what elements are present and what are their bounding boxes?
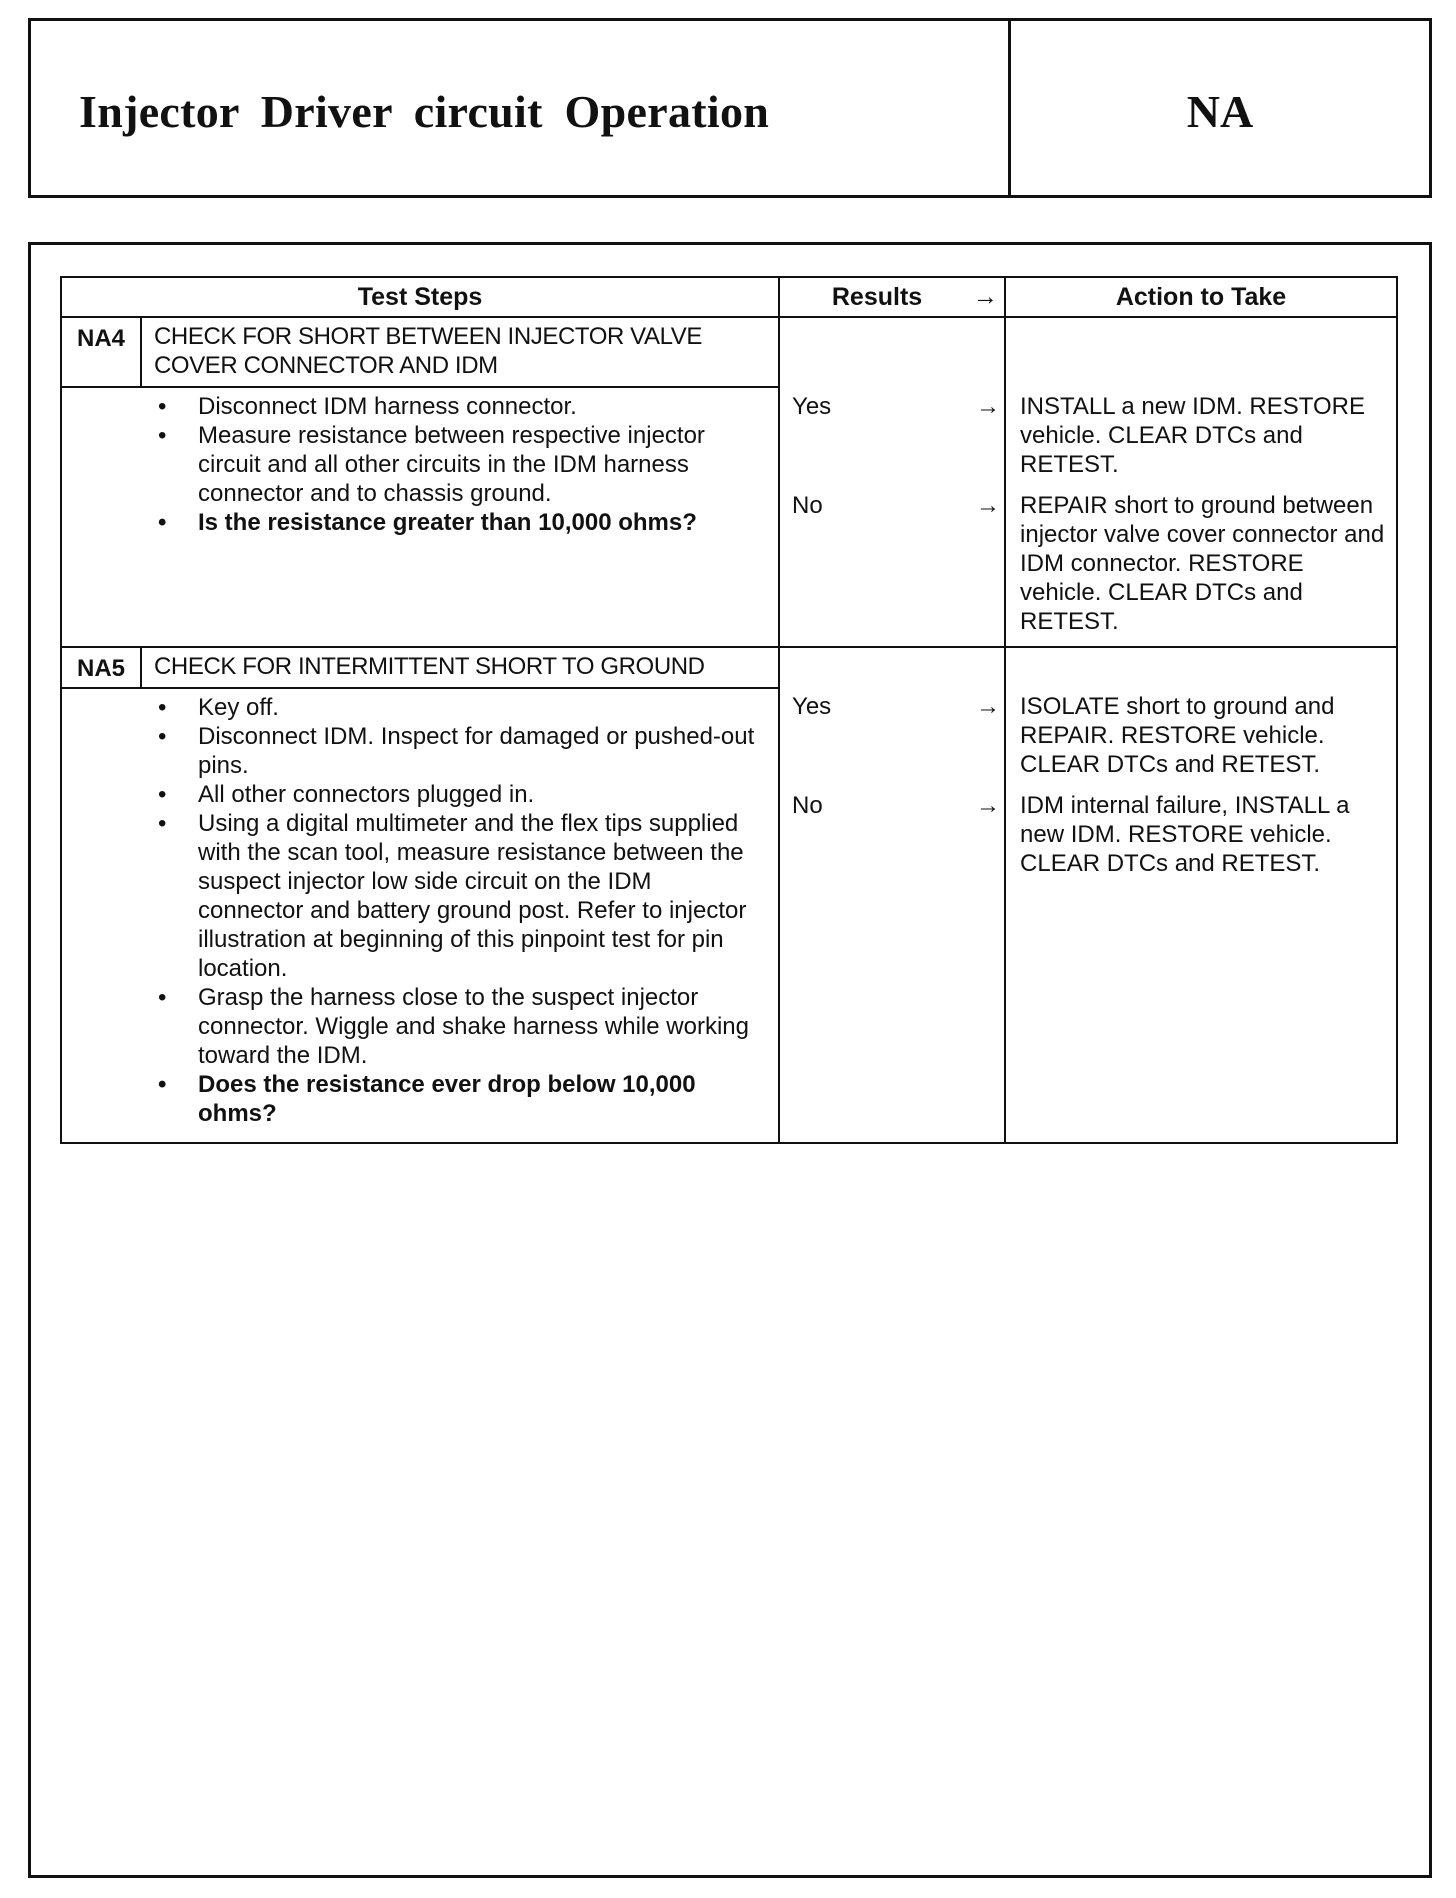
step-bullets [72,392,758,537]
table-header-row [61,277,1397,317]
step-title-line: COVER CONNECTOR AND IDM [154,352,498,379]
action-cell [1005,647,1397,1143]
list-item-question: • Is the resistance greater than 10,000 ohms? [198,508,758,537]
result-no: No [792,792,823,819]
arrow-right-icon: → [976,693,1001,720]
col-header-results-label: Results [831,282,923,311]
step-body [61,387,779,647]
list-item: • Disconnect IDM harness connector. [198,392,758,421]
action-no: REPAIR short to ground between injector valve cover connector and IDM connector. RESTORE vehicle. CLEAR DTCs and RETEST. [1020,492,1385,635]
col-header-action: Action to Take [1005,277,1397,317]
step-title [141,647,779,688]
action-cell [1005,317,1397,647]
step-title-row [61,317,1397,387]
list-item: • Disconnect IDM. Inspect for damaged or pushed-out pins. [198,722,758,780]
list-item: • Key off. [198,693,758,722]
list-item: • All other connectors plugged in. [198,780,758,809]
list-item-question: • Does the resistance ever drop below 10,000 ohms? [198,1070,758,1128]
results-cell [779,317,1005,647]
arrow-right-icon: → [976,492,1001,519]
result-yes: Yes [792,693,832,720]
list-item: • Grasp the harness close to the suspect injector connector. Wiggle and shake harness while working toward the IDM. [198,983,758,1070]
step-bullets [72,693,758,1128]
header-title-cell [31,21,1011,195]
arrow-right-icon: → [976,792,1001,819]
step-title-line: CHECK FOR INTERMITTENT SHORT TO GROUND [154,653,705,680]
list-item: • Using a digital multimeter and the flex tips supplied with the scan tool, measure resistance between the suspect injector low side circuit on the IDM connector and battery ground post. Refer to injector illustration at beginning of this pinpoint test for pin location. [198,809,758,983]
result-yes: Yes [792,393,832,420]
action-yes: INSTALL a new IDM. RESTORE vehicle. CLEAR DTCs and RETEST. [1020,393,1366,478]
action-yes: ISOLATE short to ground and REPAIR. RESTORE vehicle. CLEAR DTCs and RETEST. [1020,693,1335,778]
arrow-right-icon: → [976,393,1001,420]
step-body [61,688,779,1143]
test-steps-table [60,276,1398,1144]
col-header-results [779,277,1005,317]
list-item: • Measure resistance between respective injector circuit and all other circuits in the IDM harness connector and to chassis ground. [198,421,758,508]
arrow-right-icon: → [973,282,999,311]
col-header-test-steps: Test Steps [61,277,779,317]
step-id: NA4 [61,317,141,387]
page-title: Injector Driver circuit Operation [79,85,770,137]
step-title [141,317,779,387]
header-box [28,18,1432,198]
step-title-line: CHECK FOR SHORT BETWEEN INJECTOR VALVE [154,323,703,350]
step-id: NA5 [61,647,141,688]
step-title-row [61,647,1397,688]
result-no: No [792,492,823,519]
results-cell [779,647,1005,1143]
section-code: NA [1186,85,1254,137]
action-no: IDM internal failure, INSTALL a new IDM. RESTORE vehicle. CLEAR DTCs and RETEST. [1020,792,1350,877]
header-code-cell [1011,21,1429,195]
